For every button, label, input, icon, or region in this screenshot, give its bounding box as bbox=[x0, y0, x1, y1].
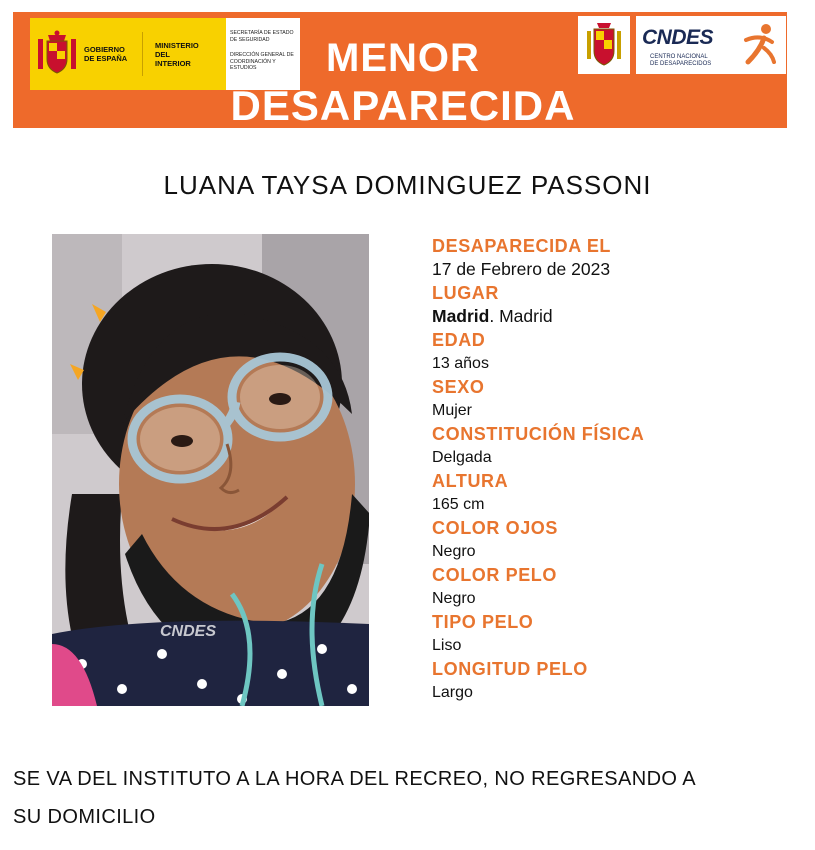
spain-coat-of-arms-icon bbox=[36, 29, 78, 79]
secretariat-name: SECRETARÍA DE ESTADO DE SEGURIDAD bbox=[230, 30, 294, 43]
escudo-box bbox=[578, 16, 630, 74]
circumstances-text bbox=[13, 760, 803, 836]
missing-person-name: LUANA TAYSA DOMINGUEZ PASSONI bbox=[163, 170, 652, 200]
directorate-name: DIRECCIÓN GENERAL DE COORDINACIÓN Y ESTUDIOS bbox=[230, 52, 294, 71]
cndes-name: CNDES bbox=[642, 26, 714, 49]
banner-title-line2: DESAPARECIDA bbox=[230, 82, 576, 129]
banner-title bbox=[213, 34, 593, 130]
header-banner bbox=[13, 12, 787, 128]
cndes-figure-icon bbox=[740, 22, 780, 66]
build-value: Delgada bbox=[432, 449, 492, 466]
hair-type-value: Liso bbox=[432, 637, 462, 654]
government-name: GOBIERNO DE ESPAÑA bbox=[84, 45, 128, 63]
disappeared-value: 17 de Febrero de 2023 bbox=[432, 259, 611, 279]
hair-color-label: COLOR PELO bbox=[432, 565, 558, 585]
place-city: Madrid bbox=[432, 306, 490, 326]
cndes-logo bbox=[636, 16, 786, 74]
details-list bbox=[432, 234, 792, 704]
build-label: CONSTITUCIÓN FÍSICA bbox=[432, 424, 645, 444]
portrait-image bbox=[52, 234, 369, 706]
eye-color-label: COLOR OJOS bbox=[432, 518, 559, 538]
sex-value: Mujer bbox=[432, 402, 473, 419]
hair-type-label: TIPO PELO bbox=[432, 612, 534, 632]
hair-length-label: LONGITUD PELO bbox=[432, 659, 588, 679]
place-label: LUGAR bbox=[432, 283, 499, 303]
sex-label: SEXO bbox=[432, 377, 485, 397]
age-value: 13 años bbox=[432, 355, 489, 372]
age-label: EDAD bbox=[432, 330, 486, 350]
banner-title-line1: MENOR bbox=[326, 36, 480, 80]
hair-color-value: Negro bbox=[432, 590, 476, 607]
ministry-name: MINISTERIO DEL INTERIOR bbox=[155, 40, 199, 68]
height-value: 165 cm bbox=[432, 496, 485, 513]
place-value bbox=[432, 305, 792, 328]
place-province: . Madrid bbox=[489, 306, 553, 326]
height-label: ALTURA bbox=[432, 471, 509, 491]
cndes-logo-group bbox=[578, 16, 786, 74]
cndes-subtitle-1: CENTRO NACIONAL bbox=[650, 54, 708, 60]
circumstances-line2: SU DOMICILIO bbox=[13, 806, 156, 828]
photo-watermark: CNDES bbox=[160, 623, 217, 640]
eye-color-value: Negro bbox=[432, 543, 476, 560]
disappeared-label: DESAPARECIDA EL bbox=[432, 236, 612, 256]
coat-of-arms-icon bbox=[584, 21, 624, 69]
missing-person-photo bbox=[52, 234, 369, 706]
hair-length-value: Largo bbox=[432, 684, 473, 701]
circumstances-line1: SE VA DEL INSTITUTO A LA HORA DEL RECREO, NO REGRESANDO A bbox=[13, 768, 696, 790]
cndes-subtitle-2: DE DESAPARECIDOS bbox=[650, 61, 712, 67]
